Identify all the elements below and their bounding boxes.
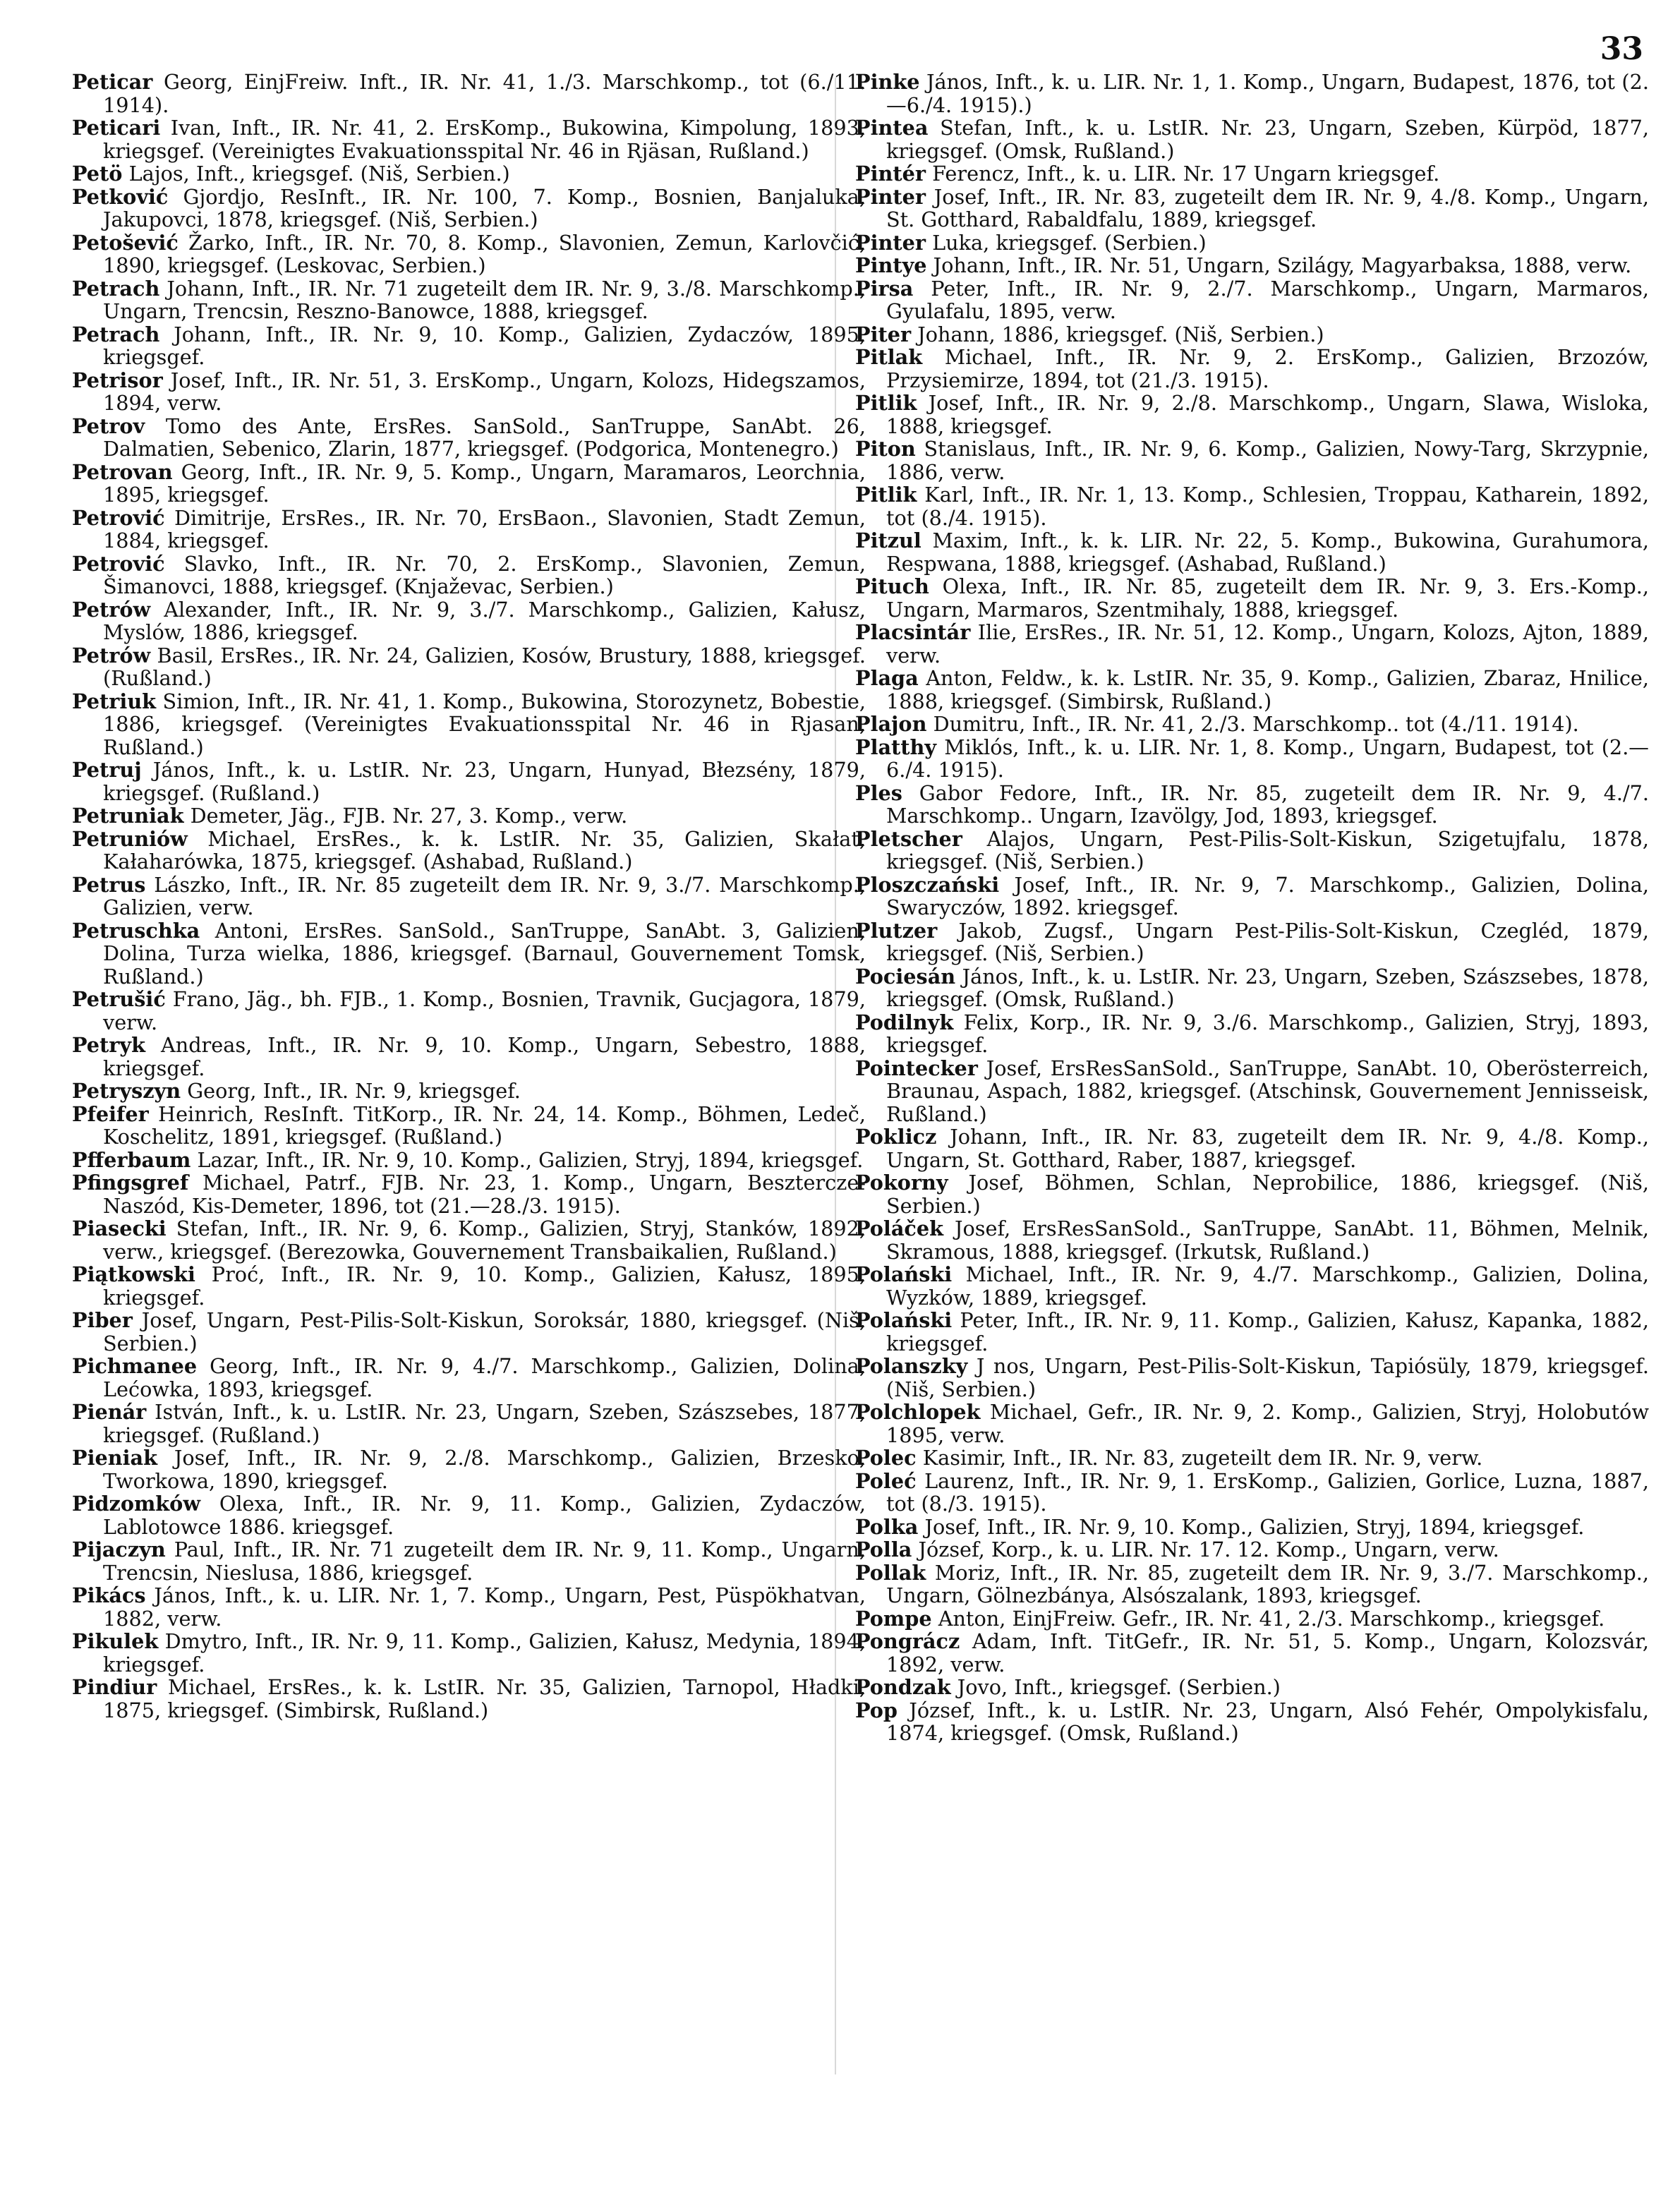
entry-surname: Pienár bbox=[72, 1400, 147, 1424]
entry-details: Olexa, Inft., IR. Nr. 9, 11. Komp., Galizien, Zydaczów, Lablotowce 1886. kriegsgef. bbox=[103, 1492, 866, 1539]
register-entry bbox=[855, 346, 1649, 392]
entry-surname: Petrach bbox=[72, 276, 160, 301]
entry-details: János, Inft., k. u. LstIR. Nr. 23, Ungarn, Szeben, Szászsebes, 1878, kriegsgef. (Omsk, Rußland.) bbox=[886, 964, 1649, 1011]
entry-surname: Petković bbox=[72, 184, 169, 209]
register-entry bbox=[72, 461, 866, 507]
register-entry bbox=[855, 392, 1649, 437]
entry-details: János, Inft., k. u. LstIR. Nr. 23, Ungarn, Hunyad, Błezsény, 1879, kriegsgef. (Rußland.) bbox=[103, 758, 866, 805]
register-entry bbox=[855, 1470, 1649, 1516]
register-entry bbox=[72, 804, 866, 828]
entry-details: Johann, Inft., IR. Nr. 83, zugeteilt dem IR. Nr. 9, 4./8. Komp., Ungarn, St. Gotthard, Raber, 1887, kriegsgef. bbox=[886, 1125, 1649, 1172]
entry-surname: Pikács bbox=[72, 1583, 146, 1607]
entry-details: Tomo des Ante, ErsRes. SanSold., SanTruppe, SanAbt. 26, Dalmatien, Sebenico, Zlarin, 1877, kriegsgef. (Podgorica, Montenegro.) bbox=[103, 413, 866, 461]
entry-details: Alajos, Ungarn, Pest-Pilis-Solt-Kiskun, Szigetujfalu, 1878, kriegsgef. (Niš, Serbien.) bbox=[886, 826, 1649, 874]
register-entry bbox=[855, 1630, 1649, 1676]
register-entry bbox=[72, 552, 866, 598]
entry-details: Olexa, Inft., IR. Nr. 85, zugeteilt dem IR. Nr. 9, 3. Ers.-Komp., Ungarn, Marmaros, Szentmihaly, 1888, kriegsgef. bbox=[886, 574, 1649, 622]
entry-surname: Poláček bbox=[855, 1216, 944, 1240]
entry-surname: Petrów bbox=[72, 597, 151, 622]
entry-details: Josef, Inft., IR. Nr. 83, zugeteilt dem IR. Nr. 9, 4./8. Komp., Ungarn, St. Gotthard, Rabaldfalu, 1889, kriegsgef. bbox=[886, 184, 1650, 231]
entry-details: Josef, Inft., IR. Nr. 9, 2./8. Marschkomp., Galizien, Brzesko, Tworkowa, 1890, kriegsgef. bbox=[103, 1446, 866, 1493]
entry-details: Michael, ErsRes., k. k. LstIR. Nr. 35, Galizien, Tarnopol, Hładki, 1875, kriegsgef. (Simbirsk, Rußland.) bbox=[103, 1675, 866, 1722]
entry-surname: Ploszczański bbox=[855, 872, 1000, 897]
page-number: 33 bbox=[1600, 31, 1643, 67]
register-entry bbox=[72, 828, 866, 874]
register-entry bbox=[855, 1607, 1649, 1631]
register-entry bbox=[72, 1584, 866, 1630]
register-entry bbox=[72, 323, 866, 369]
entry-details: Josef, Inft., IR. Nr. 9, 10. Komp., Galizien, Stryj, 1894, kriegsgef. bbox=[924, 1514, 1585, 1539]
entry-details: Josef, Böhmen, Schlan, Neprobilice, 1886, kriegsgef. (Niš, Serbien.) bbox=[886, 1171, 1650, 1218]
entry-surname: Pikulek bbox=[72, 1629, 159, 1653]
entry-surname: Petrušić bbox=[72, 987, 166, 1011]
entry-surname: Pokorny bbox=[855, 1171, 948, 1195]
entry-details: Georg, EinjFreiw. Inft., IR. Nr. 41, 1./3. Marschkomp., tot (6./11. 1914). bbox=[103, 70, 866, 117]
entry-details: Johann, Inft., IR. Nr. 9, 10. Komp., Galizien, Zydaczów, 1895, kriegsgef. bbox=[103, 322, 866, 369]
entry-surname: Pointecker bbox=[855, 1056, 978, 1080]
entry-details: Paul, Inft., IR. Nr. 71 zugeteilt dem IR. Nr. 9, 11. Komp., Ungarn, Trencsin, Nieslusa, 1886, kriegsgef. bbox=[103, 1537, 866, 1585]
register-entry bbox=[72, 690, 866, 759]
entry-surname: Petö bbox=[72, 162, 123, 186]
entry-surname: Pinter bbox=[855, 184, 926, 209]
entry-surname: Piasecki bbox=[72, 1216, 167, 1240]
entry-surname: Ples bbox=[855, 780, 902, 805]
register-entry bbox=[855, 621, 1649, 667]
register-entry bbox=[72, 71, 866, 116]
register-entry bbox=[855, 71, 1649, 116]
entry-surname: Plutzer bbox=[855, 918, 938, 943]
entry-details: Antoni, ErsRes. SanSold., SanTruppe, SanAbt. 3, Galizien, Dolina, Turza wielka, 1886, kriegsgef. (Barnaul, Gouvernement Tomsk, Rußland.) bbox=[103, 918, 866, 989]
entry-surname: Pintye bbox=[855, 253, 927, 277]
register-entry bbox=[855, 437, 1649, 483]
register-entry bbox=[72, 369, 866, 415]
entry-surname: Polchlopek bbox=[855, 1400, 981, 1424]
entry-details: Dumitru, Inft., IR. Nr. 41, 2./3. Marschkomp.. tot (4./11. 1914). bbox=[933, 712, 1579, 736]
entry-surname: Petruschka bbox=[72, 918, 200, 943]
entry-surname: Pinter bbox=[855, 230, 926, 255]
entry-details: József, Inft., k. u. LstIR. Nr. 23, Ungarn, Alsó Fehér, Ompolykisfalu, 1874, kriegsgef. (Omsk, Rußland.) bbox=[886, 1698, 1649, 1745]
register-entry bbox=[855, 1561, 1649, 1607]
entry-surname: Petrovan bbox=[72, 459, 173, 484]
entry-details: Kasimir, Inft., IR. Nr. 83, zugeteilt dem IR. Nr. 9, verw. bbox=[922, 1446, 1483, 1470]
register-entry bbox=[72, 415, 866, 461]
entry-surname: Plajon bbox=[855, 712, 927, 736]
entry-surname: Petrov bbox=[72, 413, 145, 438]
register-entry bbox=[72, 759, 866, 804]
entry-details: Josef, ErsResSanSold., SanTruppe, SanAbt. 11, Böhmen, Melnik, Skramous, 1888, kriegsgef. (Irkutsk, Rußland.) bbox=[886, 1216, 1649, 1264]
entry-surname: Plaga bbox=[855, 666, 919, 690]
entry-surname: Piątkowski bbox=[72, 1262, 195, 1286]
register-entry bbox=[855, 828, 1649, 874]
entry-details: Josef, Inft., IR. Nr. 9, 2./8. Marschkomp., Ungarn, Slawa, Wisloka, 1888, kriegsgef. bbox=[886, 391, 1649, 438]
entry-details: Heinrich, ResInft. TitKorp., IR. Nr. 24, 14. Komp., Böhmen, Ledeč, Koschelitz, 1891, kriegsgef. (Rußland.) bbox=[103, 1101, 866, 1149]
entry-details: Georg, Inft., IR. Nr. 9, 5. Komp., Ungarn, Maramaros, Leorchnia, 1895, kriegsgef. bbox=[103, 459, 866, 507]
entry-details: Josef, Ungarn, Pest-Pilis-Solt-Kiskun, Soroksár, 1880, kriegsgef. (Niš, Serbien.) bbox=[103, 1308, 866, 1355]
entry-surname: Pitlak bbox=[855, 345, 923, 369]
register-entry bbox=[72, 1171, 866, 1217]
entry-details: Slavko, Inft., IR. Nr. 70, 2. ErsKomp., Slavonien, Zemun, Šimanovci, 1888, kriegsgef. (Knjaževac, Serbien.) bbox=[103, 551, 866, 598]
entry-details: Peter, Inft., IR. Nr. 9, 2./7. Marschkomp., Ungarn, Marmaros, Gyulafalu, 1895, verw. bbox=[886, 276, 1650, 323]
register-entry bbox=[72, 1309, 866, 1355]
entry-details: Gjordjo, ResInft., IR. Nr. 100, 7. Komp., Bosnien, Banjaluka, Jakupovci, 1878, kriegsgef. (Niš, Serbien.) bbox=[103, 184, 866, 231]
entry-details: Michael, Inft., IR. Nr. 9, 4./7. Marschkomp., Galizien, Dolina, Wyzków, 1889, kriegsgef. bbox=[886, 1262, 1649, 1310]
entry-surname: Petrović bbox=[72, 551, 165, 576]
entry-surname: Polanszky bbox=[855, 1354, 968, 1378]
register-entry bbox=[72, 116, 866, 162]
register-entry bbox=[72, 919, 866, 989]
entry-surname: Placsintár bbox=[855, 620, 971, 644]
register-entry bbox=[855, 1011, 1649, 1057]
entry-details: Josef, Inft., IR. Nr. 9, 7. Marschkomp., Galizien, Dolina, Swaryczów, 1892. kriegsgef. bbox=[886, 872, 1649, 919]
register-entry bbox=[855, 919, 1649, 965]
entry-details: Alexander, Inft., IR. Nr. 9, 3./7. Marschkomp., Galizien, Kałusz, Myslów, 1886, kriegsgef. bbox=[103, 597, 866, 644]
entry-surname: Pfferbaum bbox=[72, 1147, 191, 1172]
entry-surname: Petrisor bbox=[72, 368, 163, 392]
register-entry bbox=[72, 874, 866, 919]
entry-details: Stefan, Inft., k. u. LstIR. Nr. 23, Ungarn, Szeben, Kürpöd, 1877, kriegsgef. (Omsk, Rußland.) bbox=[886, 116, 1649, 163]
entry-surname: Petrović bbox=[72, 505, 165, 530]
entry-details: Ilie, ErsRes., IR. Nr. 51, 12. Komp., Ungarn, Kolozs, Ajton, 1889, verw. bbox=[886, 620, 1649, 667]
entry-details: Georg, Inft., IR. Nr. 9, kriegsgef. bbox=[187, 1079, 521, 1103]
entry-details: Maxim, Inft., k. k. LIR. Nr. 22, 5. Komp., Bukowina, Gurahumora, Respwana, 1888, kriegsgef. (Ashabad, Rußland.) bbox=[886, 528, 1649, 576]
entry-surname: Poklicz bbox=[855, 1125, 937, 1149]
register-entry bbox=[855, 782, 1649, 828]
entry-details: Ferencz, Inft., k. u. LIR. Nr. 17 Ungarn kriegsgef. bbox=[932, 162, 1440, 186]
entry-surname: Peticari bbox=[72, 116, 161, 140]
entry-surname: Poleć bbox=[855, 1468, 917, 1493]
entry-details: Stefan, Inft., IR. Nr. 9, 6. Komp., Galizien, Stryj, Stanków, 1892, verw., kriegsgef. (Berezowka, Gouvernement Transbaikalien, Rußland.) bbox=[103, 1216, 866, 1264]
entry-surname: Pfeifer bbox=[72, 1101, 149, 1126]
register-entry bbox=[855, 667, 1649, 713]
register-entry bbox=[855, 186, 1649, 231]
entry-details: Moriz, Inft., IR. Nr. 85, zugeteilt dem IR. Nr. 9, 3./7. Marschkomp., Ungarn, Gölnezbánya, Alsószalank, 1893, kriegsgef. bbox=[886, 1560, 1649, 1607]
register-entry bbox=[72, 231, 866, 277]
entry-details: János, Inft., k. u. LIR. Nr. 1, 7. Komp., Ungarn, Pest, Püspökhatvan, 1882, verw. bbox=[103, 1583, 866, 1631]
register-entry bbox=[855, 162, 1649, 186]
entry-details: Michael, Inft., IR. Nr. 9, 2. ErsKomp., Galizien, Brzozów, Przysiemirze, 1894, tot (21./3. 1915). bbox=[886, 345, 1649, 392]
entry-surname: Polka bbox=[855, 1514, 919, 1539]
entry-surname: Polański bbox=[855, 1308, 953, 1332]
entry-surname: Petriuk bbox=[72, 689, 157, 713]
entry-details: Andreas, Inft., IR. Nr. 9, 10. Komp., Ungarn, Sebestro, 1888, kriegsgef. bbox=[103, 1033, 866, 1080]
entry-surname: Petošević bbox=[72, 230, 179, 255]
entry-surname: Petrów bbox=[72, 643, 151, 667]
entry-surname: Pindiur bbox=[72, 1675, 157, 1699]
entry-surname: Petrach bbox=[72, 322, 160, 346]
entry-details: Frano, Jäg., bh. FJB., 1. Komp., Bosnien, Travnik, Gucjagora, 1879, verw. bbox=[103, 987, 866, 1034]
entry-details: Felix, Korp., IR. Nr. 9, 3./6. Marschkomp., Galizien, Stryj, 1893, kriegsgef. bbox=[886, 1010, 1649, 1057]
register-entry bbox=[855, 1699, 1649, 1745]
entry-details: István, Inft., k. u. LstIR. Nr. 23, Ungarn, Szeben, Szászsebes, 1877, kriegsgef. (Rußland.) bbox=[103, 1400, 866, 1447]
entry-surname: Polla bbox=[855, 1537, 912, 1561]
register-entry bbox=[855, 277, 1649, 323]
register-entry bbox=[72, 1034, 866, 1080]
register-entry bbox=[855, 254, 1649, 277]
entry-details: Peter, Inft., IR. Nr. 9, 11. Komp., Galizien, Kałusz, Kapanka, 1882, kriegsgef. bbox=[886, 1308, 1649, 1355]
register-entry bbox=[72, 1446, 866, 1492]
entry-surname: Pirsa bbox=[855, 276, 914, 301]
entry-surname: Piton bbox=[855, 437, 916, 461]
entry-surname: Petrus bbox=[72, 872, 146, 897]
entry-details: Anton, EinjFreiw. Gefr., IR. Nr. 41, 2./3. Marschkomp., kriegsgef. bbox=[938, 1606, 1605, 1631]
register-entry bbox=[72, 1401, 866, 1446]
entry-details: Anton, Feldw., k. k. LstIR. Nr. 35, 9. Komp., Galizien, Zbaraz, Hnilice, 1888, kriegsgef. (Simbirsk, Rußland.) bbox=[886, 666, 1649, 713]
entry-details: Michael, ErsRes., k. k. LstIR. Nr. 35, Galizien, Skałat, Kałaharówka, 1875, kriegsgef. (Ashabad, Rußland.) bbox=[103, 826, 866, 874]
register-entry bbox=[855, 1401, 1649, 1446]
entry-surname: Pondzak bbox=[855, 1675, 951, 1699]
entry-details: Lazar, Inft., IR. Nr. 9, 10. Komp., Galizien, Stryj, 1894, kriegsgef. bbox=[197, 1147, 864, 1172]
register-entry bbox=[855, 713, 1649, 736]
entry-surname: Pinke bbox=[855, 70, 920, 94]
entry-details: Dimitrije, ErsRes., IR. Nr. 70, ErsBaon., Slavonien, Stadt Zemun, 1884, kriegsgef. bbox=[103, 505, 866, 552]
register-entry bbox=[855, 1057, 1649, 1126]
register-entry bbox=[72, 1630, 866, 1676]
register-entry bbox=[855, 483, 1649, 529]
entry-details: József, Korp., k. u. LIR. Nr. 17. 12. Komp., Ungarn, verw. bbox=[918, 1537, 1499, 1561]
entry-details: Ivan, Inft., IR. Nr. 41, 2. ErsKomp., Bukowina, Kimpolung, 1893, kriegsgef. (Vereinigtes Evakuationsspital Nr. 46 in Rjäsan, Rußland.) bbox=[103, 116, 866, 163]
entry-details: Gabor Fedore, Inft., IR. Nr. 85, zugeteilt dem IR. Nr. 9, 4./7. Marschkomp.. Ungarn, Izavölgy, Jod, 1893, kriegsgef. bbox=[886, 780, 1649, 828]
register-entry bbox=[855, 1217, 1649, 1263]
register-entry bbox=[72, 988, 866, 1034]
register-entry bbox=[72, 1538, 866, 1584]
entry-surname: Pollak bbox=[855, 1560, 926, 1585]
entry-surname: Petruniak bbox=[72, 804, 184, 828]
entry-details: Johann, Inft., IR. Nr. 71 zugeteilt dem IR. Nr. 9, 3./8. Marschkomp., Ungarn, Trencsin, Reszno-Banowce, 1888, kriegsgef. bbox=[103, 276, 866, 323]
register-entry bbox=[855, 116, 1649, 162]
entry-details: Johann, 1886, kriegsgef. (Niš, Serbien.) bbox=[917, 322, 1324, 346]
entry-details: Michael, Gefr., IR. Nr. 9, 2. Komp., Galizien, Stryj, Holobutów 1895, verw. bbox=[886, 1400, 1650, 1447]
entry-details: Karl, Inft., IR. Nr. 1, 13. Komp., Schlesien, Troppau, Katharein, 1892, tot (8./4. 1915). bbox=[886, 483, 1650, 530]
register-entry bbox=[72, 1355, 866, 1401]
entry-details: Simion, Inft., IR. Nr. 41, 1. Komp., Bukowina, Storozynetz, Bobestie, 1886, kriegsgef. (Vereinigtes Evakuationsspital Nr. 46 in Rjasan, Rußland.) bbox=[103, 689, 866, 759]
right-column bbox=[855, 71, 1649, 1745]
entry-surname: Pitlik bbox=[855, 391, 917, 415]
register-entry bbox=[72, 1676, 866, 1722]
entry-details: Stanislaus, Inft., IR. Nr. 9, 6. Komp., Galizien, Nowy-Targ, Skrzypnie, 1886, verw. bbox=[886, 437, 1649, 484]
entry-details: Basil, ErsRes., IR. Nr. 24, Galizien, Kosów, Brustury, 1888, kriegsgef. (Rußland.) bbox=[103, 643, 866, 690]
register-entry bbox=[855, 1355, 1649, 1401]
entry-surname: Pieniak bbox=[72, 1446, 157, 1470]
register-entry bbox=[855, 1516, 1649, 1539]
register-entry bbox=[855, 529, 1649, 575]
register-entry bbox=[72, 1103, 866, 1149]
entry-surname: Pitzul bbox=[855, 528, 921, 552]
register-entry bbox=[855, 1676, 1649, 1699]
register-entry bbox=[855, 1171, 1649, 1217]
entry-surname: Pichmanee bbox=[72, 1354, 198, 1378]
entry-surname: Pituch bbox=[855, 574, 929, 598]
entry-details: Luka, kriegsgef. (Serbien.) bbox=[932, 230, 1207, 255]
entry-surname: Piber bbox=[72, 1308, 133, 1332]
register-entry bbox=[72, 186, 866, 231]
entry-details: Michael, Patrf., FJB. Nr. 23, 1. Komp., Ungarn, Besztercze-Naszód, Kis-Demeter, 1896, tot (21.—28./3. 1915). bbox=[103, 1171, 866, 1218]
entry-surname: Pijaczyn bbox=[72, 1537, 166, 1561]
entry-details: Lajos, Inft., kriegsgef. (Niš, Serbien.) bbox=[128, 162, 510, 186]
entry-details: Demeter, Jäg., FJB. Nr. 27, 3. Komp., verw. bbox=[190, 804, 628, 828]
entry-details: Žarko, Inft., IR. Nr. 70, 8. Komp., Slavonien, Zemun, Karlovčić, 1890, kriegsgef. (Leskovac, Serbien.) bbox=[103, 230, 866, 277]
entry-details: Johann, Inft., IR. Nr. 51, Ungarn, Szilágy, Magyarbaksa, 1888, verw. bbox=[933, 253, 1632, 277]
entry-surname: Pintér bbox=[855, 162, 926, 186]
register-entry bbox=[855, 965, 1649, 1011]
entry-surname: Podilnyk bbox=[855, 1010, 954, 1034]
register-entry bbox=[855, 1263, 1649, 1309]
entry-details: Georg, Inft., IR. Nr. 9, 4./7. Marschkomp., Galizien, Dolina, Lećowka, 1893, kriegsgef. bbox=[103, 1354, 866, 1401]
entry-details: Proć, Inft., IR. Nr. 9, 10. Komp., Galizien, Kałusz, 1895, kriegsgef. bbox=[103, 1262, 866, 1310]
register-entry bbox=[72, 1149, 866, 1172]
register-entry bbox=[855, 323, 1649, 346]
entry-surname: Polec bbox=[855, 1446, 917, 1470]
entry-surname: Petryk bbox=[72, 1033, 145, 1057]
entry-surname: Pintea bbox=[855, 116, 929, 140]
register-entry bbox=[855, 1125, 1649, 1171]
entry-surname: Pociesán bbox=[855, 964, 956, 989]
entry-surname: Pongrácz bbox=[855, 1629, 960, 1653]
entry-details: Miklós, Inft., k. u. LIR. Nr. 1, 8. Komp., Ungarn, Budapest, tot (2.—6./4. 1915). bbox=[886, 735, 1649, 782]
entry-surname: Petruj bbox=[72, 758, 142, 782]
register-entry bbox=[72, 1492, 866, 1538]
entry-surname: Pidzomków bbox=[72, 1492, 201, 1516]
register-entry bbox=[72, 644, 866, 690]
register-entry bbox=[72, 162, 866, 186]
register-entry bbox=[855, 736, 1649, 782]
register-entry bbox=[72, 507, 866, 552]
entry-surname: Petruniów bbox=[72, 826, 188, 851]
register-entry bbox=[855, 1309, 1649, 1355]
register-entry bbox=[855, 231, 1649, 255]
entry-surname: Petryszyn bbox=[72, 1079, 181, 1103]
entry-details: J nos, Ungarn, Pest-Pilis-Solt-Kiskun, Tapiósüly, 1879, kriegsgef. (Niš, Serbien.) bbox=[886, 1354, 1649, 1401]
entry-details: Jakob, Zugsf., Ungarn Pest-Pilis-Solt-Kiskun, Czegléd, 1879, kriegsgef. (Niš, Serbien.) bbox=[886, 918, 1649, 965]
entry-details: Lászko, Inft., IR. Nr. 85 zugeteilt dem IR. Nr. 9, 3./7. Marschkomp., Galizien, verw. bbox=[103, 872, 866, 919]
entry-surname: Pletscher bbox=[855, 826, 962, 851]
entry-details: Dmytro, Inft., IR. Nr. 9, 11. Komp., Galizien, Kałusz, Medynia, 1894, kriegsgef. bbox=[103, 1629, 866, 1677]
entry-surname: Pop bbox=[855, 1698, 898, 1722]
register-entry bbox=[72, 1217, 866, 1263]
register-entry bbox=[855, 575, 1649, 621]
register-entry bbox=[855, 1538, 1649, 1561]
left-column bbox=[72, 71, 866, 1722]
entry-details: Josef, Inft., IR. Nr. 51, 3. ErsKomp., Ungarn, Kolozs, Hidegszamos, 1894, verw. bbox=[103, 368, 866, 415]
entry-details: János, Inft., k. u. LIR. Nr. 1, 1. Komp., Ungarn, Budapest, 1876, tot (2.—6./4. 1915).) bbox=[886, 70, 1649, 117]
entry-surname: Platthy bbox=[855, 735, 937, 759]
register-entry bbox=[855, 874, 1649, 919]
entry-surname: Pfingsgref bbox=[72, 1171, 189, 1195]
entry-details: Adam, Inft. TitGefr., IR. Nr. 51, 5. Komp., Ungarn, Kolozsvár, 1892, verw. bbox=[886, 1629, 1649, 1677]
entry-details: Josef, ErsResSanSold., SanTruppe, SanAbt. 10, Oberösterreich, Braunau, Aspach, 1882, kriegsgef. (Atschinsk, Gouvernement Jennisseisk, Rußland.) bbox=[886, 1056, 1649, 1126]
entry-surname: Polański bbox=[855, 1262, 953, 1286]
entry-surname: Pitlik bbox=[855, 483, 917, 507]
entry-surname: Piter bbox=[855, 322, 912, 346]
register-entry bbox=[72, 277, 866, 323]
entry-surname: Pompe bbox=[855, 1606, 932, 1631]
register-entry bbox=[72, 1080, 866, 1103]
entry-surname: Peticar bbox=[72, 70, 153, 94]
entry-details: Jovo, Inft., kriegsgef. (Serbien.) bbox=[957, 1675, 1281, 1699]
entry-details: Laurenz, Inft., IR. Nr. 9, 1. ErsKomp., Galizien, Gorlice, Luzna, 1887, tot (8./3. 1915). bbox=[886, 1468, 1649, 1516]
register-entry bbox=[72, 1263, 866, 1309]
register-entry bbox=[855, 1446, 1649, 1470]
register-entry bbox=[72, 598, 866, 644]
